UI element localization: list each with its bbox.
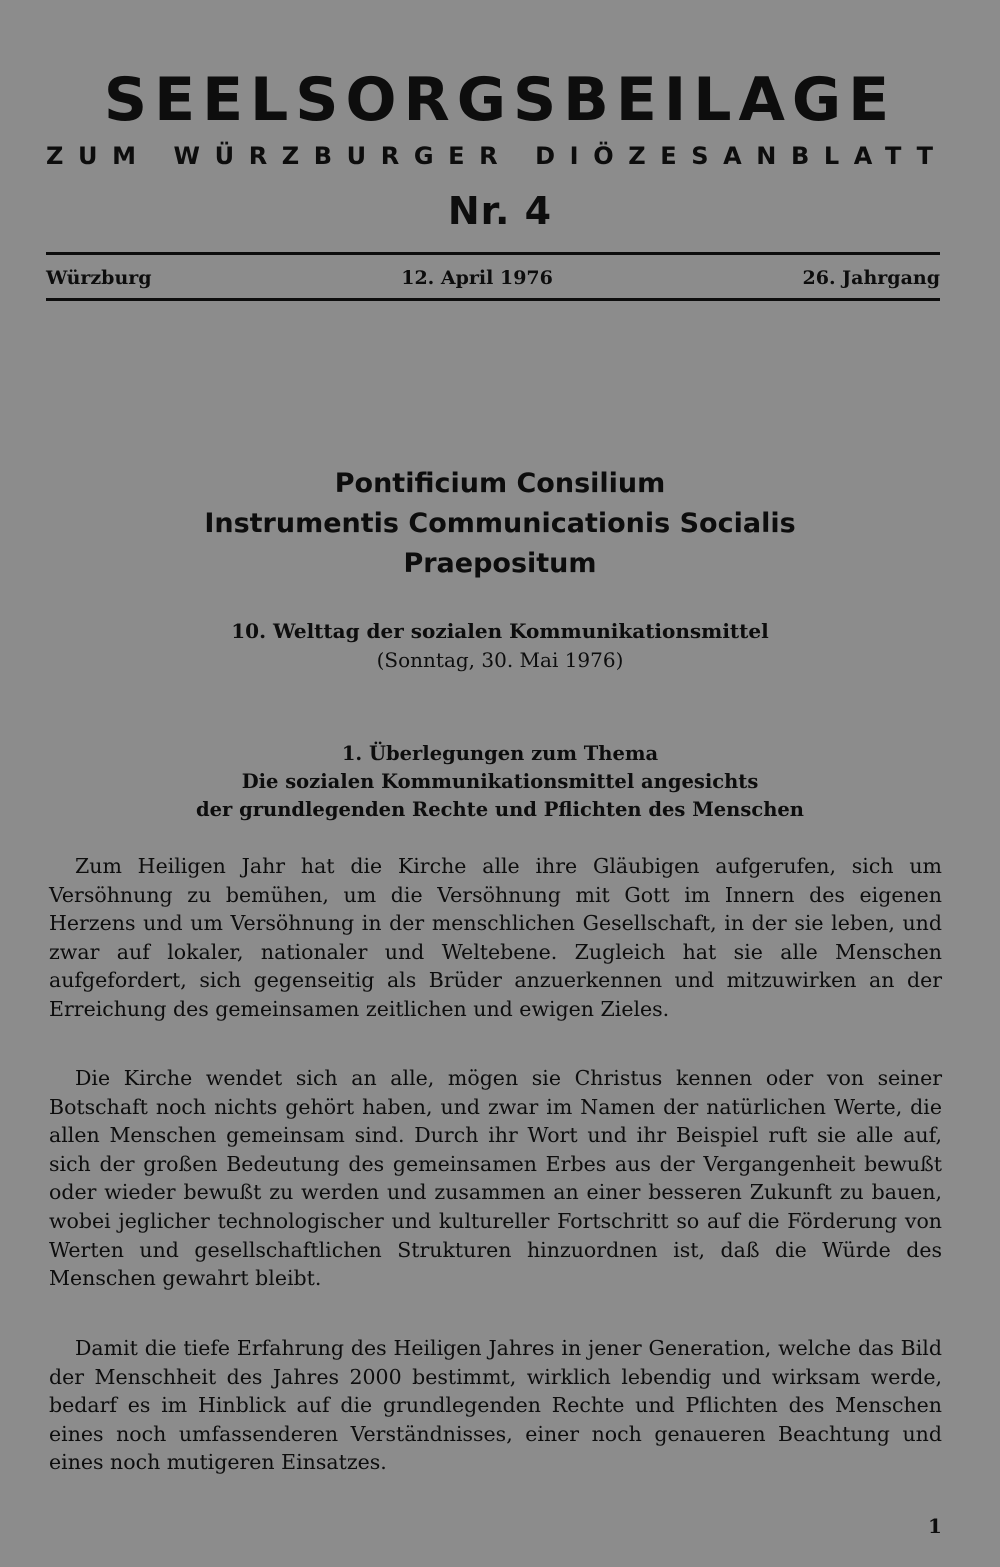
page-number: 1	[928, 1514, 942, 1538]
event-title: 10. Welttag der sozialen Kommunikationsmittel	[231, 619, 769, 643]
masthead-subtitle: ZUM WÜRZBURGER DIÖZESANBLATT	[46, 142, 948, 170]
date-label: 12. April 1976	[401, 267, 553, 289]
top-rule	[46, 252, 940, 255]
section-heading-line3: der grundlegenden Rechte und Pflichten des Menschen	[196, 798, 804, 821]
issue-number: Nr. 4	[447, 189, 553, 233]
body-paragraph-1: Zum Heiligen Jahr hat die Kirche alle ihre Gläubigen aufgerufen, sich um Versöhnung zu bemühen, um die Versöhnung mit Gott im Innern des eigenen Herzens und um Versöhnung in der menschlichen Gesellschaft, in der sie leben, und zwar auf lokaler, nationaler und Weltebene. Zugleich hat sie alle Menschen aufgefordert, sich gegenseitig als Brüder anzuerkennen und mitzuwirken an der Erreichung des gemeinsamen zeitlichen und ewigen Zieles.	[49, 854, 942, 1021]
place-label: Würzburg	[46, 267, 152, 289]
council-name-line3: Praepositum	[403, 548, 597, 579]
council-name-line1: Pontificium Consilium	[334, 468, 666, 499]
volume-label: 26. Jahrgang	[802, 267, 940, 289]
council-name-line2: Instrumentis Communicationis Socialis	[204, 508, 796, 539]
body-paragraph-2: Die Kirche wendet sich an alle, mögen sie Christus kennen oder von seiner Botschaft noch nichts gehört haben, und zwar im Namen der natürlichen Werte, die allen Menschen gemeinsam sind. Durch ihr Wort und ihr Beispiel ruft sie alle auf, sich der großen Bedeutung des gemeinsamen Erbes aus der Vergangenheit bewußt oder wieder bewußt zu werden und zusammen an einer besseren Zukunft zu bauen, wobei jeglicher technologischer und kultureller Fortschritt so auf die Förderung von Werten und gesellschaftlichen Strukturen hinzuordnen ist, daß die Würde des Menschen gewahrt bleibt.	[49, 1066, 942, 1291]
masthead-title: SEELSORGSBEILAGE	[103, 65, 897, 135]
section-heading-line2: Die sozialen Kommunikationsmittel angesichts	[241, 770, 759, 793]
issue-meta-row	[46, 264, 940, 292]
bottom-rule	[46, 298, 940, 301]
event-date: (Sonntag, 30. Mai 1976)	[376, 648, 624, 672]
section-heading-line1: 1. Überlegungen zum Thema	[341, 742, 659, 765]
body-paragraph-3: Damit die tiefe Erfahrung des Heiligen Jahres in jener Generation, welche das Bild der Menschheit des Jahres 2000 bestimmt, wirklich lebendig und wirksam werde, bedarf es im Hinblick auf die grundlegenden Rechte und Pflichten des Menschen eines noch umfassenderen Verständnisses, einer noch genaueren Beachtung und eines noch mutigeren Einsatzes.	[49, 1336, 942, 1475]
